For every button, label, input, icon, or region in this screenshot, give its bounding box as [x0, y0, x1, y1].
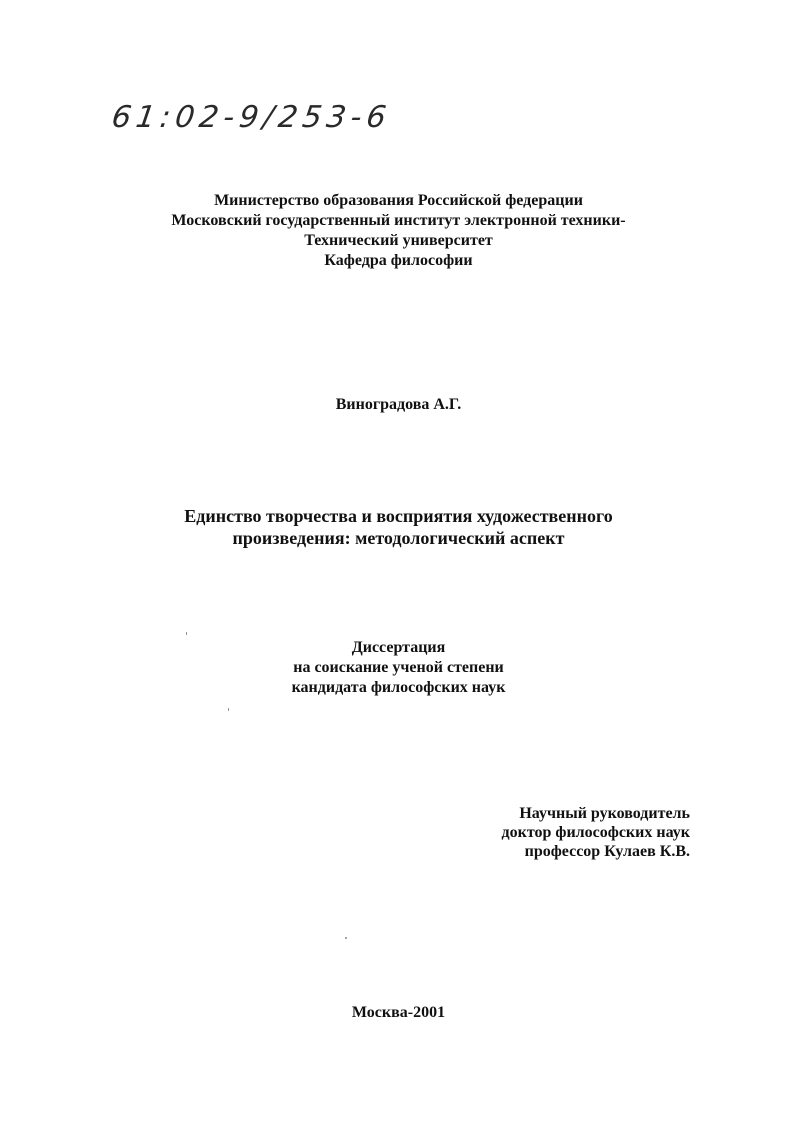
university-line: Технический университет [304, 232, 493, 249]
supervisor-name: профессор Кулаев К.В. [524, 843, 690, 860]
degree-statement [2, 638, 793, 698]
institution-header [2, 191, 793, 271]
supervisor-role: Научный руководитель [519, 805, 690, 822]
supervisor-degree: доктор философских наук [501, 824, 690, 841]
scan-speck [186, 632, 187, 635]
ministry-line: Министерство образования Российской федерации [214, 192, 583, 209]
degree-type: Диссертация [351, 639, 446, 656]
title-line-1: Единство творчества и восприятия художественного [184, 506, 613, 526]
city-year: Москва-2001 [351, 1004, 446, 1021]
archive-code-handwritten: 61:02-9/253-6 [109, 100, 394, 135]
dissertation-title [2, 505, 793, 549]
title-line-2: произведения: методологический аспект [232, 528, 565, 548]
scan-speck [228, 708, 229, 711]
scan-speck [345, 937, 347, 939]
degree-field: кандидата философских наук [291, 679, 506, 696]
institute-line: Московский государственный институт электронной техники- [171, 212, 626, 229]
author-name: Виноградова А.Г. [335, 396, 462, 413]
degree-purpose: на соискание ученой степени [293, 659, 504, 676]
supervisor-block [502, 804, 690, 861]
department-line: Кафедра философии [324, 252, 473, 269]
